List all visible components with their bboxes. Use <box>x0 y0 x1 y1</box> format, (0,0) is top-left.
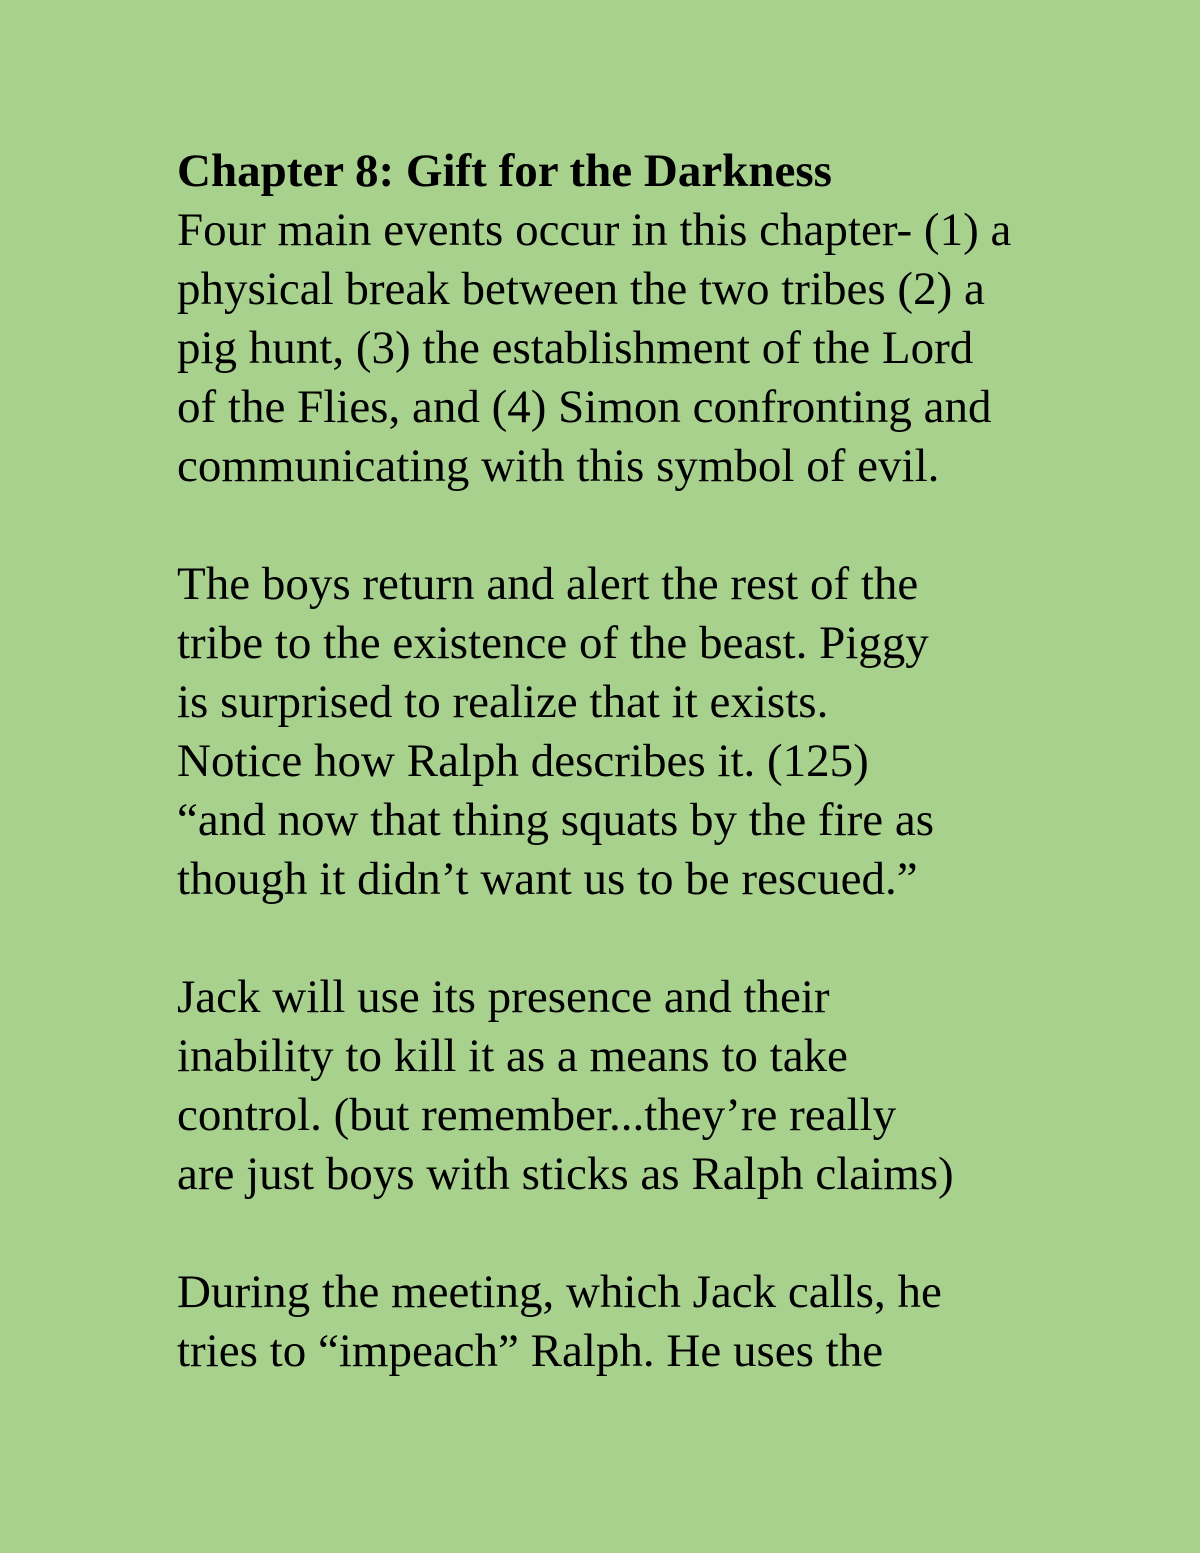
paragraph-jack-control <box>177 968 1137 1204</box>
paragraph-line: are just boys with sticks as Ralph claims) <box>177 1148 954 1200</box>
chapter-title: Chapter 8: Gift for the Darkness <box>177 145 832 197</box>
document-body <box>177 142 1137 1381</box>
paragraph-gap <box>177 909 1137 968</box>
paragraph-line: control. (but remember...they’re really <box>177 1089 897 1141</box>
paragraph-events <box>177 201 1137 496</box>
paragraph-beast <box>177 555 1137 909</box>
paragraph-line: Notice how Ralph describes it. (125) <box>177 735 869 787</box>
paragraph-gap <box>177 1204 1137 1263</box>
paragraph-line: The boys return and alert the rest of the <box>177 558 919 610</box>
paragraph-meeting <box>177 1263 1137 1381</box>
paragraph-line: pig hunt, (3) the establishment of the Lord <box>177 322 974 374</box>
paragraph-line: During the meeting, which Jack calls, he <box>177 1266 942 1318</box>
quote-line: though it didn’t want us to be rescued.” <box>177 853 918 905</box>
paragraph-line: communicating with this symbol of evil. <box>177 440 940 492</box>
paragraph-line: inability to kill it as a means to take <box>177 1030 848 1082</box>
paragraph-line: physical break between the two tribes (2) a <box>177 263 985 315</box>
paragraph-gap <box>177 496 1137 555</box>
paragraph-line: Four main events occur in this chapter- (1) a <box>177 204 1012 256</box>
paragraph-line: tries to “impeach” Ralph. He uses the <box>177 1325 884 1377</box>
paragraph-line: tribe to the existence of the beast. Piggy <box>177 617 929 669</box>
quote-line: “and now that thing squats by the fire as <box>177 794 935 846</box>
paragraph-line: is surprised to realize that it exists. <box>177 676 829 728</box>
paragraph-line: of the Flies, and (4) Simon confronting and <box>177 381 992 433</box>
paragraph-line: Jack will use its presence and their <box>177 971 830 1023</box>
